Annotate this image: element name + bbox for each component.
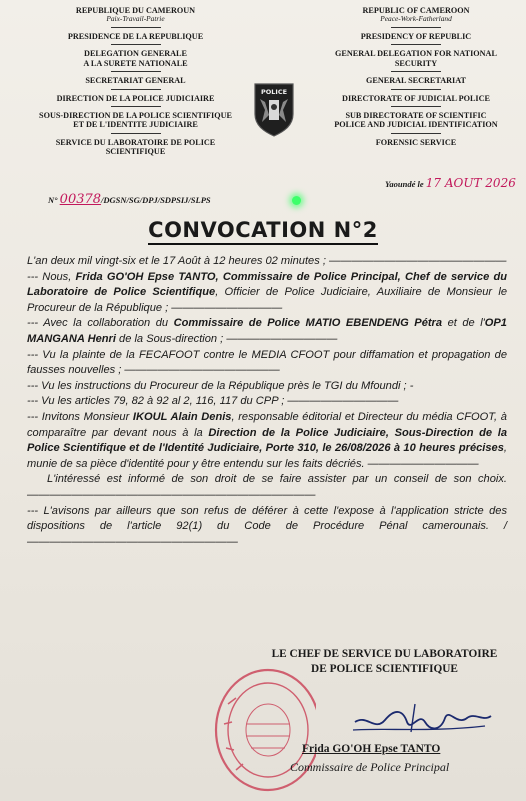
- header-divider: [391, 27, 441, 28]
- body-paragraph-instructions: --- Vu les instructions du Procureur de la République près le TGI du Mfoundi ; -: [27, 379, 414, 392]
- reference-number: [48, 192, 211, 207]
- header-secretariat-en: GENERAL SECRETARIAT: [365, 76, 466, 86]
- header-divider: [391, 44, 441, 45]
- signatory-role: Commissaire de Police Principal: [290, 760, 450, 774]
- header-divider: [111, 133, 161, 134]
- header-right: [316, 6, 516, 147]
- header-presidency-fr: PRESIDENCE DE LA REPUBLIQUE: [67, 31, 204, 41]
- handwritten-reference-number: 00378: [59, 192, 102, 207]
- header-divider: [391, 106, 441, 107]
- header-country-fr: REPUBLIQUE DU CAMEROUN: [75, 6, 196, 15]
- header-divider: [391, 71, 441, 72]
- reference-prefix: N°: [48, 195, 58, 205]
- document-body: [27, 254, 507, 550]
- body-paragraph-articles: --- Vu les articles 79, 82 à 92 al 2, 116, 117 du CPP ; ——————————: [27, 395, 399, 408]
- header-country-en: REPUBLIC OF CAMEROON: [362, 6, 470, 15]
- document-title: CONVOCATION N°2: [0, 218, 526, 242]
- green-light-artifact: [292, 196, 301, 205]
- header-left: [28, 6, 243, 157]
- reference-code: /DGSN/SG/DPJ/SDPSIJ/SLPS: [101, 195, 211, 205]
- header-service-fr-1: SERVICE DU LABORATOIRE DE POLICE: [55, 137, 216, 147]
- header-delegation-fr-1: DELEGATION GENERALE: [84, 49, 187, 59]
- police-emblem-icon: [251, 80, 297, 138]
- header-delegation-en-2: SECURITY: [394, 58, 438, 68]
- header-secretariat-fr: SECRETARIAT GENERAL: [85, 76, 186, 86]
- header-forensic-en: FORENSIC SERVICE: [375, 137, 457, 147]
- header-divider: [111, 27, 161, 28]
- body-paragraph-officer: --- Nous, Frida GO'OH Epse TANTO, Commissaire de Police Principal, Chef de service du Laboratoire de Police Scientifique, Officier de Police Judiciaire, Auxiliaire de Monsieur le Procureur de la République ; ——————————: [27, 270, 508, 314]
- header-subdir-en-2: POLICE AND JUDICIAL IDENTIFICATION: [334, 120, 498, 130]
- header-delegation-fr-2: A LA SURETE NATIONALE: [83, 58, 188, 68]
- signature-title-line-2: DE POLICE SCIENTIFIQUE: [311, 663, 458, 675]
- header-subdir-fr-1: SOUS-DIRECTION DE LA POLICE SCIENTIFIQUE: [39, 111, 232, 121]
- emblem-label: POLICE: [260, 88, 288, 96]
- header-delegation-en-1: GENERAL DELEGATION FOR NATIONAL: [335, 49, 497, 59]
- header-divider: [111, 71, 161, 72]
- body-paragraph-summons: --- Invitons Monsieur IKOUL Alain Denis, responsable éditorial et Directeur du média CFOOT, à comparaître par devant nous à la Direction de la Police Judiciaire, Sous-Direction de la Police Scientifique et de l'Identité Judiciaire, Porte 310, le 26/08/2026 à 10 heures précises, munie de sa pièce d'identité pour y être entendu sur les faits décriés. ——————————: [27, 410, 508, 470]
- place-label: Yaoundé le: [385, 179, 424, 189]
- header-direction-fr: DIRECTION DE LA POLICE JUDICIAIRE: [56, 93, 215, 103]
- header-subdir-en-1: SUB DIRECTORATE OF SCIENTIFIC: [345, 111, 487, 121]
- body-paragraph-collaboration: --- Avec la collaboration du Commissaire de Police MATIO EBENDENG Pétra et de l'OP1 MANGANA Henri de la Sous-direction ; ——————————: [27, 317, 507, 345]
- header-motto-fr: Paix-Travail-Patrie: [106, 14, 165, 24]
- header-divider: [391, 89, 441, 90]
- place-date: [385, 176, 516, 190]
- header-divider: [391, 133, 441, 134]
- handwritten-date: 17 AOUT 2026: [425, 176, 516, 190]
- header-directorate-en: DIRECTORATE OF JUDICIAL POLICE: [342, 93, 490, 103]
- body-paragraph-rights: L'intéressé est informé de son droit de se faire assister par un conseil de son choix. ——————————————————————————: [27, 473, 507, 501]
- header-divider: [111, 44, 161, 45]
- body-paragraph-warning: --- L'avisons par ailleurs que son refus de déférer à cette l'expose à l'application stricte des dispositions de l'article 92(1) du Code de Procédure Pénal camerounais. /———————————————————: [27, 504, 507, 548]
- signatory-name: Frida GO'OH Epse TANTO: [302, 743, 441, 755]
- body-paragraph-date: L'an deux mil vingt-six et le 17 Août à 12 heures 02 minutes ; ————————————————: [27, 255, 507, 267]
- handwritten-signature-icon: [345, 692, 495, 747]
- header-divider: [111, 89, 161, 90]
- header-presidency-en: PRESIDENCY OF REPUBLIC: [360, 31, 472, 41]
- signature-title-line-1: LE CHEF DE SERVICE DU LABORATOIRE: [271, 648, 498, 660]
- header-service-fr-2: SCIENTIFIQUE: [105, 147, 166, 157]
- body-paragraph-complaint: --- Vu la plainte de la FECAFOOT contre le MEDIA CFOOT pour diffamation et propagation de fausses nouvelles ; ——————————————: [27, 348, 507, 377]
- header-motto-en: Peace-Work-Fatherland: [380, 14, 452, 24]
- header-divider: [111, 106, 161, 107]
- header-subdir-fr-2: ET DE L'IDENTITE JUDICIAIRE: [73, 120, 198, 130]
